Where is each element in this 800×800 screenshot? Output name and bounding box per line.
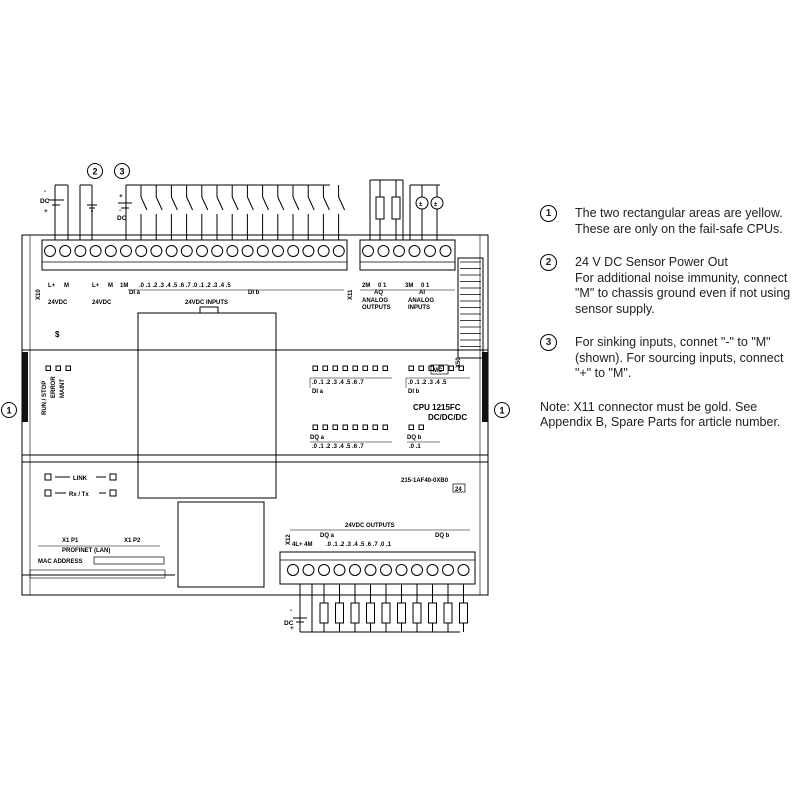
svg-text:0 1: 0 1 — [421, 283, 430, 289]
svg-text:ANALOG: ANALOG — [362, 298, 388, 304]
svg-text:MC: MC — [433, 368, 443, 374]
svg-text:24VDC OUTPUTS: 24VDC OUTPUTS — [345, 523, 395, 529]
status-led — [419, 366, 424, 371]
bottom-wiring — [293, 584, 468, 632]
screw-terminal[interactable] — [303, 565, 314, 576]
screw-terminal[interactable] — [75, 246, 86, 257]
callout-1-left — [2, 403, 17, 418]
screw-terminal[interactable] — [151, 246, 162, 257]
top-wiring — [48, 180, 443, 240]
note-line: sensor supply. — [575, 301, 655, 316]
status-led — [373, 425, 378, 430]
svg-text:2: 2 — [92, 166, 98, 177]
svg-text:+: + — [290, 625, 294, 632]
svg-text:DI b: DI b — [248, 290, 260, 296]
badge — [453, 484, 465, 493]
terminal-block-x10 — [42, 240, 347, 270]
svg-text:LINK: LINK — [73, 476, 87, 482]
note-2 — [540, 255, 798, 317]
screw-terminal[interactable] — [443, 565, 454, 576]
screw-terminal[interactable] — [136, 246, 147, 257]
status-led — [373, 366, 378, 371]
x11-labels — [348, 283, 455, 311]
svg-text:X11: X11 — [348, 289, 354, 300]
svg-text:ANALOG: ANALOG — [408, 298, 434, 304]
screw-terminal[interactable] — [378, 246, 389, 257]
screw-terminal[interactable] — [60, 246, 71, 257]
screw-terminal[interactable] — [45, 246, 56, 257]
note-line: (shown). For sourcing inputs, connect — [575, 350, 784, 365]
svg-text:X12: X12 — [286, 534, 292, 545]
status-led — [419, 425, 424, 430]
note-line: For sinking inputs, connet "-" to "M" — [575, 335, 771, 349]
status-led — [313, 366, 318, 371]
svg-text:-: - — [290, 607, 293, 614]
callout-2 — [88, 164, 103, 179]
callout-number: 3 — [540, 334, 557, 351]
status-led — [56, 366, 61, 371]
status-led — [363, 425, 368, 430]
cpu-housing — [22, 235, 488, 595]
svg-text:.0 .1 .2 .3 .4 .5 .6 .7: .0 .1 .2 .3 .4 .5 .6 .7 .0 .1 .2 .3 .4 .5 — [139, 283, 231, 289]
svg-text:INPUTS: INPUTS — [408, 305, 431, 311]
svg-text:DQ b: DQ b — [435, 533, 450, 539]
svg-text:DQ a: DQ a — [310, 435, 325, 441]
svg-text:24VDC: 24VDC — [48, 300, 68, 306]
screw-terminal[interactable] — [212, 246, 223, 257]
screw-terminal[interactable] — [227, 246, 238, 257]
screw-terminal[interactable] — [409, 246, 420, 257]
x11-screw-terminals — [363, 246, 452, 257]
x10-labels — [36, 283, 344, 306]
screw-terminal[interactable] — [257, 246, 268, 257]
svg-text:0 1: 0 1 — [378, 283, 387, 289]
screw-terminal[interactable] — [381, 565, 392, 576]
callout-number: 2 — [540, 254, 557, 271]
status-led — [333, 366, 338, 371]
svg-text:DI b: DI b — [408, 389, 420, 395]
status-led — [363, 366, 368, 371]
network-leds — [45, 474, 116, 498]
svg-text:3: 3 — [119, 166, 125, 177]
svg-text:DQ b: DQ b — [407, 435, 422, 441]
svg-text:24: 24 — [455, 487, 462, 493]
note-line: "M" to chassis ground even if not using — [575, 286, 791, 300]
svg-text:MAINT: MAINT — [60, 379, 66, 398]
svg-text:±: ± — [434, 202, 438, 208]
svg-text:OUTPUTS: OUTPUTS — [362, 305, 391, 311]
status-led — [449, 366, 454, 371]
svg-text:±: ± — [419, 202, 423, 208]
screw-terminal[interactable] — [273, 246, 284, 257]
footnote-line: Appendix B, Spare Parts for article number. — [540, 415, 781, 429]
fail-safe-area-right — [482, 352, 488, 422]
svg-text:3M: 3M — [405, 283, 414, 289]
screw-terminal[interactable] — [396, 565, 407, 576]
note-line: 24 V DC Sensor Power Out — [575, 255, 728, 269]
screw-terminal[interactable] — [166, 246, 177, 257]
status-led — [383, 366, 388, 371]
svg-text:MAC ADDRESS: MAC ADDRESS — [38, 559, 83, 565]
svg-text:.0 .1 .2 .3 .4 .5 .6 .7: .0 .1 .2 .3 .4 .5 .6 .7 — [312, 380, 364, 386]
note-line: For additional noise immunity, connect — [575, 270, 788, 285]
svg-text:DQ a: DQ a — [320, 533, 335, 539]
svg-text:AI: AI — [419, 290, 425, 296]
svg-text:X50: X50 — [456, 357, 462, 368]
footnote-line: Note: X11 connector must be gold. See — [540, 399, 758, 414]
svg-text:DI a: DI a — [129, 290, 141, 296]
status-led — [409, 425, 414, 430]
status-led — [409, 366, 414, 371]
note-3 — [540, 335, 798, 382]
status-led — [383, 425, 388, 430]
article-number: 215-1AF40-0XB0 — [401, 478, 449, 484]
screw-terminal[interactable] — [318, 246, 329, 257]
screw-terminal[interactable] — [440, 246, 451, 257]
footnote — [540, 400, 798, 431]
cpu-power-type: DC/DC/DC — [428, 413, 468, 422]
screw-terminal[interactable] — [363, 246, 374, 257]
screw-terminal[interactable] — [181, 246, 192, 257]
note-line: "+" to "M". — [575, 366, 632, 380]
status-led — [313, 425, 318, 430]
x10-screw-terminals — [45, 246, 345, 257]
screw-terminal[interactable] — [394, 246, 405, 257]
svg-text:M: M — [108, 283, 113, 289]
fail-safe-symbol: $ — [55, 330, 60, 339]
screw-terminal[interactable] — [425, 246, 436, 257]
svg-text:1M: 1M — [120, 283, 129, 289]
svg-text:1: 1 — [6, 405, 12, 416]
svg-text:2M: 2M — [362, 283, 371, 289]
svg-text:24VDC INPUTS: 24VDC INPUTS — [185, 300, 229, 306]
screw-terminal[interactable] — [105, 246, 116, 257]
svg-text:-: - — [119, 207, 122, 214]
status-led — [333, 425, 338, 430]
svg-text:1: 1 — [499, 405, 505, 416]
status-led — [323, 425, 328, 430]
screw-terminal[interactable] — [288, 246, 299, 257]
svg-text:.0 .1 .2 .3 .4 .5 .6 .7: .0 .1 .2 .3 .4 .5 .6 .7 .0 .1 — [326, 542, 392, 548]
screw-terminal[interactable] — [334, 565, 345, 576]
svg-text:.0 .1: .0 .1 — [409, 444, 421, 450]
front-cover — [138, 307, 276, 587]
screw-terminal[interactable] — [242, 246, 253, 257]
svg-text:-: - — [44, 188, 47, 195]
svg-text:DC: DC — [284, 620, 294, 627]
dc-supply-label: DC — [40, 198, 50, 205]
svg-text:AQ: AQ — [374, 290, 383, 296]
callout-1-right — [495, 403, 510, 418]
note-line: The two rectangular areas are yellow. — [575, 206, 783, 220]
status-led — [66, 366, 71, 371]
screw-terminal[interactable] — [412, 565, 423, 576]
fail-safe-area-left — [22, 352, 28, 422]
notes-panel — [540, 206, 798, 431]
svg-text:L+: L+ — [92, 283, 100, 289]
screw-terminal[interactable] — [427, 565, 438, 576]
screw-terminal[interactable] — [365, 565, 376, 576]
svg-text:+: + — [44, 208, 48, 215]
screw-terminal[interactable] — [303, 246, 314, 257]
screw-terminal[interactable] — [121, 246, 132, 257]
status-led — [353, 425, 358, 430]
status-led — [343, 425, 348, 430]
terminal-block-x11 — [360, 240, 455, 270]
svg-text:4L+ 4M: 4L+ 4M — [292, 542, 313, 548]
svg-text:24VDC: 24VDC — [92, 300, 112, 306]
note-line: These are only on the fail-safe CPUs. — [575, 221, 783, 236]
screw-terminal[interactable] — [333, 246, 344, 257]
svg-text:X1 P2: X1 P2 — [124, 538, 141, 544]
terminal-block-x12 — [280, 552, 475, 584]
svg-text:ERROR: ERROR — [51, 376, 57, 398]
profinet-ports — [38, 538, 164, 565]
screw-terminal[interactable] — [288, 565, 299, 576]
status-led — [343, 366, 348, 371]
screw-terminal[interactable] — [319, 565, 330, 576]
svg-text:DI a: DI a — [312, 389, 324, 395]
svg-text:X10: X10 — [36, 289, 42, 300]
callout-number: 1 — [540, 205, 557, 222]
screw-terminal[interactable] — [90, 246, 101, 257]
svg-text:M: M — [64, 283, 69, 289]
svg-text:+: + — [119, 193, 123, 200]
svg-text:L+: L+ — [48, 283, 56, 289]
svg-text:X1 P1: X1 P1 — [62, 538, 79, 544]
svg-text:.0 .1 .2 .3 .4 .5 .6 .7: .0 .1 .2 .3 .4 .5 .6 .7 — [312, 444, 364, 450]
screw-terminal[interactable] — [458, 565, 469, 576]
note-1 — [540, 206, 798, 237]
x12-labels — [286, 523, 470, 548]
status-led — [323, 366, 328, 371]
callout-3 — [115, 164, 130, 179]
screw-terminal[interactable] — [350, 565, 361, 576]
screw-terminal[interactable] — [197, 246, 208, 257]
svg-text:PROFINET (LAN): PROFINET (LAN) — [62, 548, 111, 554]
svg-text:Rx / Tx: Rx / Tx — [69, 492, 89, 498]
status-leds — [46, 366, 464, 430]
status-led — [46, 366, 51, 371]
svg-text:RUN / STOP: RUN / STOP — [42, 380, 48, 415]
cpu-model: CPU 1215FC — [413, 403, 461, 412]
svg-text:.0 .1 .2 .3 .4 .5: .0 .1 .2 .3 .4 .5 — [408, 380, 447, 386]
svg-text:DC: DC — [117, 215, 127, 222]
status-led — [353, 366, 358, 371]
x50-card-slot — [456, 258, 483, 368]
